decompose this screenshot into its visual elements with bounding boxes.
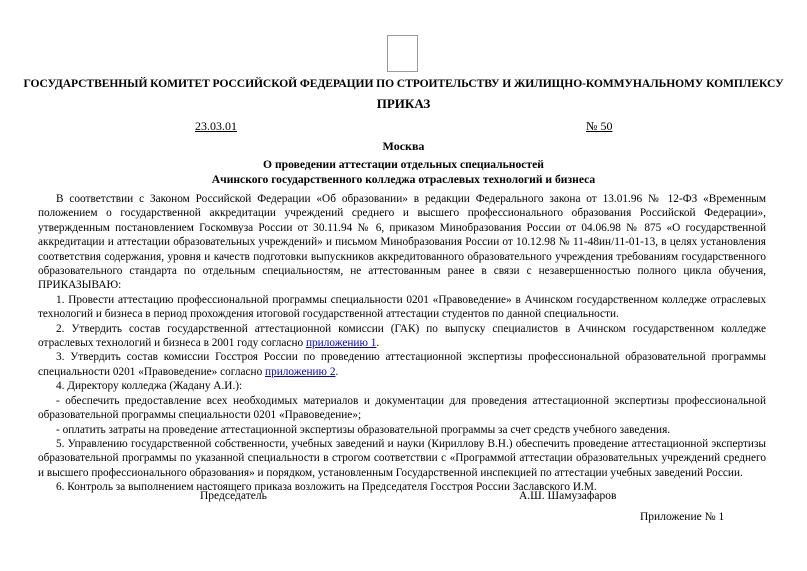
order-number: № 50 xyxy=(586,119,613,133)
issue-city: Москва xyxy=(382,139,425,153)
agency-name: ГОСУДАРСТВЕННЫЙ КОМИТЕТ РОССИЙСКОЙ ФЕДЕРАЦИИ ПО СТРОИТЕЛЬСТВУ И ЖИЛИЩНО-КОММУНАЛЬНОМУ КОМПЛЕКСУ xyxy=(23,77,784,90)
appendix-1-link[interactable]: приложению 1 xyxy=(305,337,377,350)
order-item-4-sub-2: - оплатить затраты на проведение аттестационной экспертизы образовательной программы за счет средств учебного заведения. xyxy=(56,423,671,436)
order-date: 23.03.01 xyxy=(195,119,237,133)
preamble-paragraph: В соответствии с Законом Российской Федерации «Об образовании» в редакции Федерального закона от 13.01.96 № 12-ФЗ «Временным положением о государственной аккредитации учреждений среднего и высшего профессионального образования Российской Федерации», утвержденным постановлением Госкомвуза России от 30.11.94 № 6, приказом Минобразования России от 04.06.98 № 875 «О государственной аккредитации и аттестации образовательных учреждений» и письмом Минобразования России от 10.12.98 № 11-48ин/11-01-13, в целях установления соответствия содержания, уровня и качеств подготовки выпускников аккредитованного образовательного учреждения требованиям государственного образовательного стандарта по отдельным специальностям, не аттестованным ранее в связи с незавершенностью полного цикла обучения, ПРИКАЗЫВАЮ: xyxy=(38,193,766,292)
title-line-1: О проведении аттестации отдельных специальностей xyxy=(263,158,544,171)
title-line-2: Ачинского государственного колледжа отраслевых технологий и бизнеса xyxy=(211,173,596,186)
emblem-image-placeholder xyxy=(387,35,418,72)
document-title xyxy=(0,157,807,187)
document-type: ПРИКАЗ xyxy=(376,96,431,111)
order-item-1: 1. Провести аттестацию профессиональной программы специальности 0201 «Правоведение» в Ачинском государственном колледже отраслевых технологий и бизнеса в период прохождения итоговой государственной аттестации студентов по данной специальности. xyxy=(38,293,766,321)
order-item-2-text: 2. Утвердить состав государственной аттестационной комиссии (ГАК) по выпуску специалистов в Ачинском государственном колледже отраслевых технологий и бизнеса в 2001 году согласно xyxy=(38,322,766,350)
order-item-3 xyxy=(38,350,766,379)
appendix-label: Приложение № 1 xyxy=(640,511,725,523)
order-item-3-end: . xyxy=(335,365,339,378)
order-item-5: 5. Управлению государственной собственности, учебных заведений и науки (Кириллову В.Н.) обеспечить проведение аттестационной экспертизы образовательной программы по указанной специальности в строгом соответствии с «Программой аттестации образовательных учреждений среднего и высшего профессионального образования» и порядком, установленным Государственной инспекцией по аттестации учебных заведений России. xyxy=(38,437,766,479)
order-item-2 xyxy=(38,322,766,351)
signatory-role: Председатель xyxy=(200,490,267,502)
signatory-name: А.Ш. Шамузафаров xyxy=(519,490,617,502)
order-item-4-sub-1: - обеспечить предоставление всех необходимых материалов и документации для проведения аттестационной экспертизы профессиональной образовательной программы специальности 0201 «Правоведение»; xyxy=(38,394,766,422)
document-body xyxy=(38,192,766,495)
order-item-4: 4. Директору колледжа (Жадану А.И.): xyxy=(56,380,243,393)
order-item-2-end: . xyxy=(376,337,380,350)
order-item-3-text: 3. Утвердить состав комиссии Госстроя России по проведению аттестационной экспертизы профессиональной образовательной программы специальности 0201 «Правоведение» согласно xyxy=(38,351,766,378)
order-item-6: 6. Контроль за выполнением настоящего приказа возложить на Председателя Госстроя России Заславского И.М. xyxy=(56,481,597,494)
appendix-2-link[interactable]: приложению 2 xyxy=(265,365,336,378)
